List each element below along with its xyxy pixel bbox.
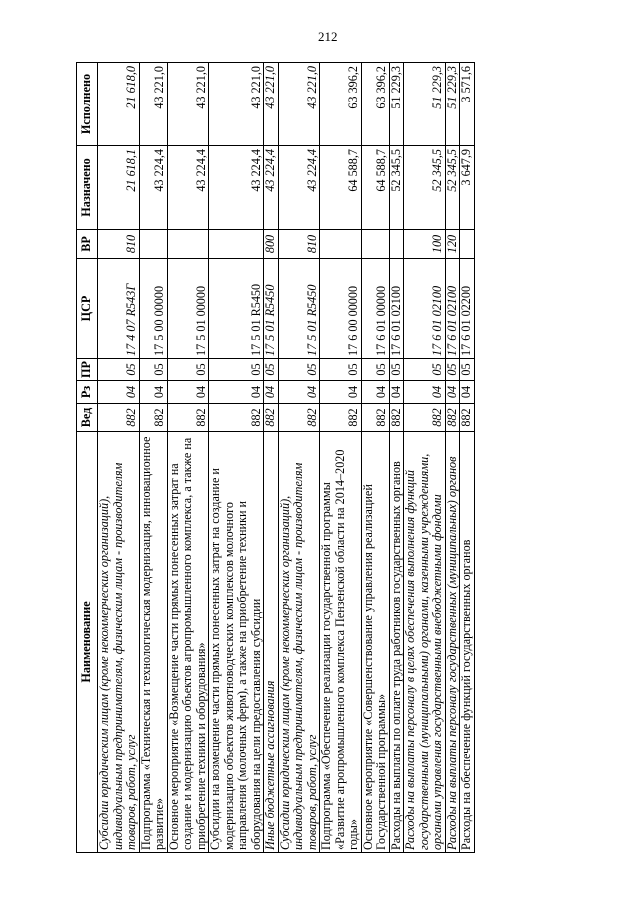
row-assigned-cell: 43 224,4	[167, 146, 209, 230]
row-name-cell: Расходы на выплаты персоналу в целях обеспечения выполнения функций государственными (муниципальными) органами, казенными учреждениями, органами управления государственными внебюджетными фондами	[404, 432, 446, 853]
table-row	[278, 63, 320, 853]
row-assigned-cell: 3 647,9	[460, 146, 475, 230]
row-vr-cell	[460, 230, 475, 259]
row-assigned-cell: 64 588,7	[361, 146, 389, 230]
row-name-cell: Расходы на обеспечение функций государственных органов	[460, 432, 475, 853]
row-executed-cell: 51 229,3	[404, 63, 446, 146]
row-ved-cell: 882	[404, 404, 446, 432]
table-row	[445, 63, 460, 853]
table-row	[98, 63, 140, 853]
row-assigned-cell: 43 224,4	[209, 146, 264, 230]
row-vr-cell: 810	[98, 230, 140, 259]
table-row	[404, 63, 446, 853]
row-vr-cell	[389, 230, 404, 259]
row-pr-cell: 05	[445, 359, 460, 381]
row-vr-cell	[320, 230, 362, 259]
row-pr-cell: 05	[209, 359, 264, 381]
row-rz-cell: 04	[209, 381, 264, 404]
row-vr-cell: 120	[445, 230, 460, 259]
row-executed-cell: 51 229,3	[389, 63, 404, 146]
header-ved: Вед	[77, 404, 98, 432]
row-executed-cell: 63 396,2	[320, 63, 362, 146]
row-rz-cell: 04	[98, 381, 140, 404]
row-rz-cell: 04	[278, 381, 320, 404]
header-name: Наименование	[77, 432, 98, 853]
table-row	[460, 63, 475, 853]
row-csr-cell: 17 6 01 02100	[445, 259, 460, 359]
row-vr-cell	[209, 230, 264, 259]
row-ved-cell: 882	[98, 404, 140, 432]
row-ved-cell: 882	[320, 404, 362, 432]
page-number: 212	[318, 29, 338, 44]
row-pr-cell: 05	[264, 359, 279, 381]
row-executed-cell: 21 618,0	[98, 63, 140, 146]
row-csr-cell: 17 4 07 R543Г	[98, 259, 140, 359]
header-assigned: Назначено	[77, 146, 98, 230]
row-csr-cell: 17 5 01 R5450	[264, 259, 279, 359]
row-vr-cell: 100	[404, 230, 446, 259]
row-pr-cell: 05	[404, 359, 446, 381]
row-ved-cell: 882	[278, 404, 320, 432]
row-executed-cell: 3 571,6	[460, 63, 475, 146]
row-rz-cell: 04	[167, 381, 209, 404]
row-executed-cell: 43 221,0	[139, 63, 167, 146]
row-ved-cell: 882	[389, 404, 404, 432]
row-name-cell: Субсидии юридическим лицам (кроме некоммерческих организаций), индивидуальным предпринимателям, физическим лицам - производителям товаров, работ, услуг	[98, 432, 140, 853]
row-csr-cell: 17 6 01 02100	[389, 259, 404, 359]
row-rz-cell: 04	[460, 381, 475, 404]
row-name-cell: Основное мероприятие «Возмещение части прямых понесенных затрат на создание и модернизацию объектов агропромышленного комплекса, а также на приобретение техники и оборудования»	[167, 432, 209, 853]
row-ved-cell: 882	[139, 404, 167, 432]
row-csr-cell: 17 5 01 00000	[167, 259, 209, 359]
table-header-row	[77, 63, 98, 853]
header-rz: Рз	[77, 381, 98, 404]
row-rz-cell: 04	[320, 381, 362, 404]
table-row	[320, 63, 362, 853]
row-rz-cell: 04	[389, 381, 404, 404]
table-row	[361, 63, 389, 853]
row-csr-cell: 17 6 01 00000	[361, 259, 389, 359]
row-assigned-cell: 64 588,7	[320, 146, 362, 230]
table-row	[139, 63, 167, 853]
row-name-cell: Субсидии на возмещение части прямых понесенных затрат на создание и модернизацию объектов животноводческих комплексов молочного направления (молочных ферм), а также на приобретение техники и оборудования на цели предоставления субсидии	[209, 432, 264, 853]
budget-table	[76, 62, 475, 853]
row-csr-cell: 17 5 01 R5450	[278, 259, 320, 359]
row-pr-cell: 05	[320, 359, 362, 381]
row-rz-cell: 04	[404, 381, 446, 404]
row-assigned-cell: 52 345,5	[404, 146, 446, 230]
row-executed-cell: 43 221,0	[167, 63, 209, 146]
table-row	[209, 63, 264, 853]
row-name-cell: Основное мероприятие «Совершенствование управления реализацией Государственной программы»	[361, 432, 389, 853]
row-csr-cell: 17 5 01 R5450	[209, 259, 264, 359]
row-pr-cell: 05	[167, 359, 209, 381]
row-assigned-cell: 52 345,5	[389, 146, 404, 230]
table-row	[264, 63, 279, 853]
rotated-page-content	[76, 63, 596, 853]
row-csr-cell: 17 6 00 00000	[320, 259, 362, 359]
row-pr-cell: 05	[460, 359, 475, 381]
row-vr-cell: 800	[264, 230, 279, 259]
row-name-cell: Подпрограмма «Обеспечение реализации государственной программы «Развитие агропромышленного комплекса Пензенской области на 2014–2020 годы»	[320, 432, 362, 853]
row-rz-cell: 04	[361, 381, 389, 404]
row-assigned-cell: 43 224,4	[264, 146, 279, 230]
header-csr: ЦСР	[77, 259, 98, 359]
header-pr: ПР	[77, 359, 98, 381]
row-name-cell: Субсидии юридическим лицам (кроме некоммерческих организаций), индивидуальным предпринимателям, физическим лицам - производителям товаров, работ, услуг	[278, 432, 320, 853]
table-row	[167, 63, 209, 853]
row-ved-cell: 882	[209, 404, 264, 432]
row-executed-cell: 43 221,0	[209, 63, 264, 146]
row-rz-cell: 04	[264, 381, 279, 404]
row-rz-cell: 04	[139, 381, 167, 404]
row-assigned-cell: 52 345,5	[445, 146, 460, 230]
row-rz-cell: 04	[445, 381, 460, 404]
row-vr-cell: 810	[278, 230, 320, 259]
row-name-cell: Иные бюджетные ассигнования	[264, 432, 279, 853]
row-assigned-cell: 43 224,4	[278, 146, 320, 230]
row-pr-cell: 05	[361, 359, 389, 381]
row-vr-cell	[361, 230, 389, 259]
row-executed-cell: 43 221,0	[264, 63, 279, 146]
row-csr-cell: 17 6 01 02200	[460, 259, 475, 359]
header-executed: Исполнено	[77, 63, 98, 146]
row-vr-cell	[139, 230, 167, 259]
row-vr-cell	[167, 230, 209, 259]
row-assigned-cell: 21 618,1	[98, 146, 140, 230]
row-ved-cell: 882	[167, 404, 209, 432]
row-assigned-cell: 43 224,4	[139, 146, 167, 230]
row-ved-cell: 882	[361, 404, 389, 432]
row-pr-cell: 05	[139, 359, 167, 381]
row-csr-cell: 17 5 00 00000	[139, 259, 167, 359]
row-executed-cell: 63 396,2	[361, 63, 389, 146]
row-executed-cell: 43 221,0	[278, 63, 320, 146]
row-ved-cell: 882	[460, 404, 475, 432]
table-body	[98, 63, 475, 853]
table-row	[389, 63, 404, 853]
row-ved-cell: 882	[264, 404, 279, 432]
row-ved-cell: 882	[445, 404, 460, 432]
header-vr: ВР	[77, 230, 98, 259]
row-name-cell: Подпрограмма «Техническая и технологическая модернизация, инновационное развитие»	[139, 432, 167, 853]
row-pr-cell: 05	[278, 359, 320, 381]
row-executed-cell: 51 229,3	[445, 63, 460, 146]
row-csr-cell: 17 6 01 02100	[404, 259, 446, 359]
row-pr-cell: 05	[98, 359, 140, 381]
row-pr-cell: 05	[389, 359, 404, 381]
row-name-cell: Расходы на выплаты по оплате труда работников государственных органов	[389, 432, 404, 853]
row-name-cell: Расходы на выплаты персоналу государственных (муниципальных) органов	[445, 432, 460, 853]
